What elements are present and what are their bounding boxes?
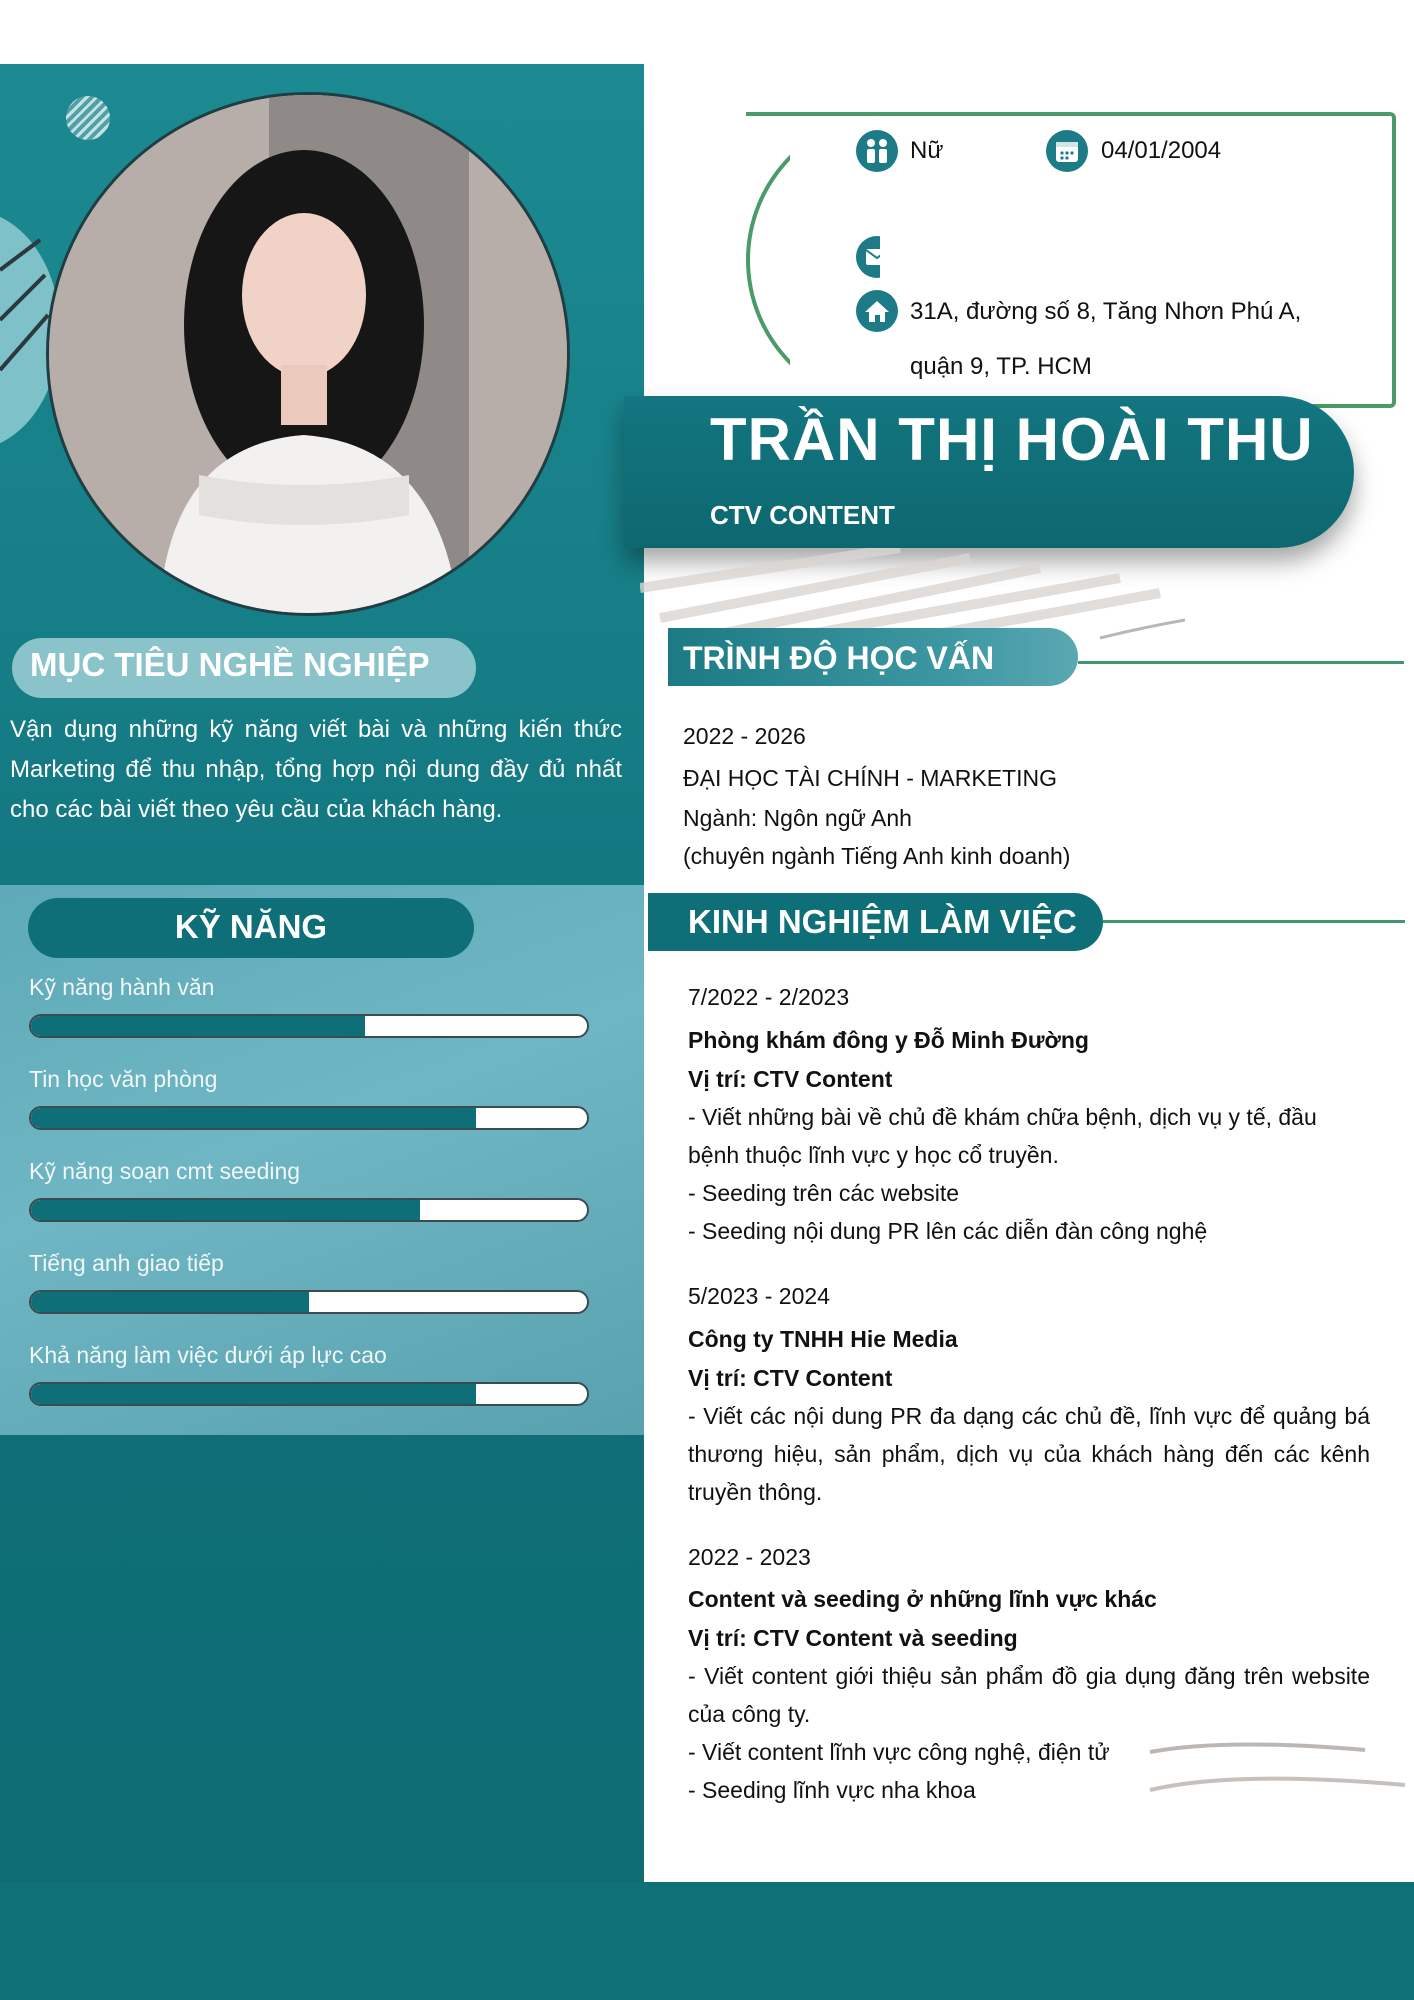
gender-value: Nữ bbox=[910, 137, 944, 164]
job-3-line-3: - Seeding lĩnh vực nha khoa bbox=[688, 1777, 976, 1803]
job-1-line-2: - Seeding trên các website bbox=[688, 1180, 960, 1206]
decor-brush-strokes bbox=[0, 230, 50, 400]
skill-bar bbox=[29, 1106, 589, 1130]
skill-bar bbox=[29, 1382, 589, 1406]
decor-dot bbox=[66, 96, 110, 140]
portrait-illustration bbox=[49, 95, 567, 613]
job-2-company: Công ty TNHH Hie Media bbox=[688, 1326, 958, 1352]
home-icon bbox=[856, 290, 898, 332]
job-3-company: Content và seeding ở những lĩnh vực khác bbox=[688, 1586, 1157, 1612]
objective-heading: MỤC TIÊU NGHỀ NGHIỆP bbox=[30, 646, 430, 683]
job-1-period: 7/2022 - 2/2023 bbox=[688, 984, 850, 1010]
skill-bar bbox=[29, 1198, 589, 1222]
bottom-band bbox=[0, 1882, 1414, 2000]
skill-label: Tin học văn phòng bbox=[29, 1066, 218, 1092]
full-name: TRẦN THỊ HOÀI THU bbox=[710, 406, 1314, 473]
skill-bar-fill bbox=[31, 1200, 420, 1220]
experience-heading-line bbox=[1103, 920, 1405, 923]
job-2-line-1: - Viết các nội dung PR đa dạng các chủ đề, lĩnh vực để quảng bá thương hiệu, sản phẩm, dịch vụ của khách hàng đến các kênh truyền thông. bbox=[688, 1403, 1370, 1505]
skill-bar bbox=[29, 1290, 589, 1314]
skill-bar-fill bbox=[31, 1384, 476, 1404]
education-major: Ngành: Ngôn ngữ Anh bbox=[683, 805, 912, 831]
skill-label: Kỹ năng soạn cmt seeding bbox=[29, 1158, 301, 1184]
job-2-position: Vị trí: CTV Content bbox=[688, 1365, 893, 1391]
gender-icon bbox=[856, 130, 898, 172]
profile-photo bbox=[46, 92, 570, 616]
address-line-2: quận 9, TP. HCM bbox=[910, 353, 1092, 380]
education-specialization: (chuyên ngành Tiếng Anh kinh doanh) bbox=[683, 843, 1071, 869]
objective-text: Vận dụng những kỹ năng viết bài và những kiến thức Marketing để thu nhập, tổng hợp nội dung đầy đủ nhất cho các bài viết theo yêu cầu của khách hàng. bbox=[10, 716, 622, 823]
skill-label: Khả năng làm việc dưới áp lực cao bbox=[29, 1342, 387, 1368]
skill-bar bbox=[29, 1014, 589, 1038]
email-redaction bbox=[880, 232, 940, 284]
decor-brush-lines bbox=[1145, 1730, 1410, 1800]
education-heading-line bbox=[1078, 661, 1404, 664]
experience-heading: KINH NGHIỆM LÀM VIỆC bbox=[688, 903, 1077, 940]
job-2-period: 5/2023 - 2024 bbox=[688, 1283, 830, 1309]
job-3-line-1: - Viết content giới thiệu sản phẩm đồ gia dụng đăng trên website của công ty. bbox=[688, 1663, 1370, 1727]
skill-bar-fill bbox=[31, 1108, 476, 1128]
skill-label: Kỹ năng hành văn bbox=[29, 974, 215, 1000]
job-1-line-1: - Viết những bài về chủ đề khám chữa bệnh, dịch vụ y tế, đầu bệnh thuộc lĩnh vực y học cổ truyền. bbox=[688, 1104, 1317, 1168]
skill-bar-fill bbox=[31, 1016, 365, 1036]
education-heading: TRÌNH ĐỘ HỌC VẤN bbox=[683, 640, 995, 676]
address-line-1: 31A, đường số 8, Tăng Nhơn Phú A, bbox=[910, 298, 1302, 325]
dob-value: 04/01/2004 bbox=[1101, 137, 1222, 164]
skills-heading: KỸ NĂNG bbox=[174, 908, 328, 945]
job-1-company: Phòng khám đông y Đỗ Minh Đường bbox=[688, 1027, 1089, 1053]
job-title: CTV CONTENT bbox=[710, 500, 895, 530]
job-1-line-3: - Seeding nội dung PR lên các diễn đàn công nghệ bbox=[688, 1218, 1208, 1244]
job-1-position: Vị trí: CTV Content bbox=[688, 1066, 893, 1092]
skill-bar-fill bbox=[31, 1292, 309, 1312]
education-school: ĐẠI HỌC TÀI CHÍNH - MARKETING bbox=[683, 765, 1057, 791]
education-period: 2022 - 2026 bbox=[683, 723, 806, 749]
calendar-icon bbox=[1046, 130, 1088, 172]
job-3-position: Vị trí: CTV Content và seeding bbox=[688, 1625, 1018, 1651]
skill-label: Tiếng anh giao tiếp bbox=[29, 1250, 224, 1276]
job-3-period: 2022 - 2023 bbox=[688, 1544, 811, 1570]
job-3-line-2: - Viết content lĩnh vực công nghệ, điện tử bbox=[688, 1739, 1110, 1765]
